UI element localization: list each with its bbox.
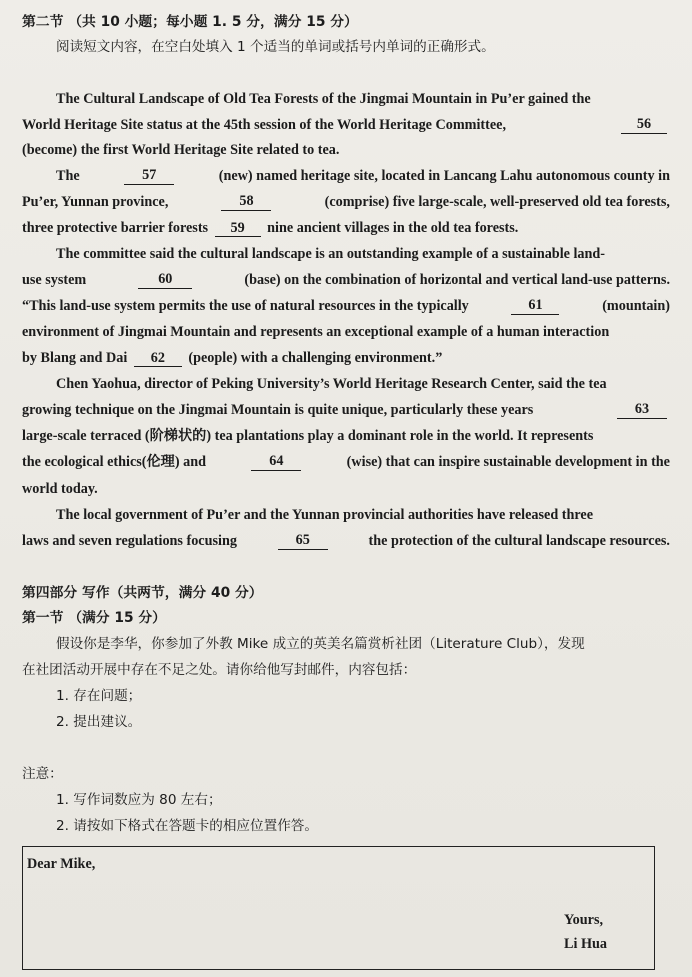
prompt-line: 在社团活动开展中存在不足之处。请你给他写封邮件，内容包括： (22, 662, 417, 678)
letter-greeting: Dear Mike, (27, 856, 96, 872)
passage-text: the protection of the cultural landscape resources. (368, 533, 670, 549)
letter-signature: Li Hua (564, 936, 607, 952)
blank-65[interactable]: 65 (278, 532, 328, 550)
passage-text: (comprise) five large-scale, well-preserved old tea forests, (324, 194, 670, 210)
blank-57[interactable]: 57 (124, 167, 174, 185)
passage-line: large-scale terraced (阶梯状的) tea plantations play a dominant role in the world. It represents (22, 428, 594, 444)
passage-text: the ecological ethics(伦理) and (22, 454, 207, 470)
notice-item: 1. 写作词数应为 80 左右； (56, 792, 222, 808)
passage-line (22, 401, 670, 419)
passage-line (22, 219, 518, 237)
blank-63[interactable]: 63 (617, 401, 667, 419)
passage-text: (wise) that can inspire sustainable development in the (346, 454, 670, 470)
passage-text: (new) named heritage site, located in Lancang Lahu autonomous county in (218, 168, 670, 184)
passage-text: Pu’er, Yunnan province, (22, 194, 169, 210)
blank-64[interactable]: 64 (251, 453, 301, 471)
passage-text: three protective barrier forests (22, 220, 209, 236)
blank-60[interactable]: 60 (138, 271, 192, 289)
passage-line (22, 193, 670, 211)
prompt-item: 2. 提出建议。 (56, 714, 142, 730)
passage-line (22, 349, 442, 367)
passage-line: world today. (22, 481, 98, 497)
instruction: 阅读短文内容，在空白处填入 1 个适当的单词或括号内单词的正确形式。 (56, 39, 495, 55)
prompt-line: 假设你是李华，你参加了外教 Mike 成立的英美名篇赏析社团（Literature Club），发现 (56, 636, 585, 652)
letter-closing: Yours, (564, 912, 604, 928)
passage-text: laws and seven regulations focusing (22, 533, 237, 549)
blank-61[interactable]: 61 (511, 297, 559, 315)
passage-line (22, 453, 670, 471)
passage-line (22, 116, 670, 134)
notice-label: 注意： (22, 766, 63, 782)
passage-line: (become) the first World Heritage Site related to tea. (22, 142, 340, 158)
blank-62[interactable]: 62 (134, 350, 182, 367)
passage-text: (mountain) (602, 298, 670, 314)
part-heading: 第四部分 写作（共两节，满分 40 分） (22, 585, 263, 601)
blank-56[interactable]: 56 (621, 116, 667, 134)
blank-59[interactable]: 59 (215, 220, 261, 237)
passage-text: “This land-use system permits the use of natural resources in the typically (22, 298, 469, 314)
passage-line (22, 271, 670, 289)
passage-text: (base) on the combination of horizontal and vertical land-use patterns. (244, 272, 670, 288)
subsection-heading: 第一节 （满分 15 分） (22, 610, 166, 626)
passage-text: use system (22, 272, 87, 288)
passage-line (22, 297, 670, 315)
passage-text: by Blang and Dai (22, 350, 128, 366)
passage-text: nine ancient villages in the old tea forests. (267, 220, 519, 236)
blank-58[interactable]: 58 (221, 193, 271, 211)
section-heading: 第二节 （共 10 小题；每小题 1. 5 分，满分 15 分） (22, 14, 358, 30)
passage-text: (people) with a challenging environment.” (188, 350, 443, 366)
notice-item: 2. 请按如下格式在答题卡的相应位置作答。 (56, 818, 318, 834)
letter-format-box (22, 846, 655, 970)
passage-text: The (56, 168, 80, 184)
passage-line: Chen Yaohua, director of Peking University’s World Heritage Research Center, said the tea (56, 376, 607, 392)
passage-line (56, 167, 670, 185)
passage-line: environment of Jingmai Mountain and represents an exceptional example of a human interaction (22, 324, 610, 340)
passage-text: World Heritage Site status at the 45th session of the World Heritage Committee, (22, 117, 507, 133)
passage-line: The Cultural Landscape of Old Tea Forests of the Jingmai Mountain in Pu’er gained the (56, 91, 591, 107)
passage-line: The committee said the cultural landscape is an outstanding example of a sustainable land- (56, 246, 606, 262)
passage-line: The local government of Pu’er and the Yunnan provincial authorities have released three (56, 507, 594, 523)
passage-line (22, 532, 670, 550)
prompt-item: 1. 存在问题； (56, 688, 142, 704)
passage-text: growing technique on the Jingmai Mountain is quite unique, particularly these years (22, 402, 534, 418)
